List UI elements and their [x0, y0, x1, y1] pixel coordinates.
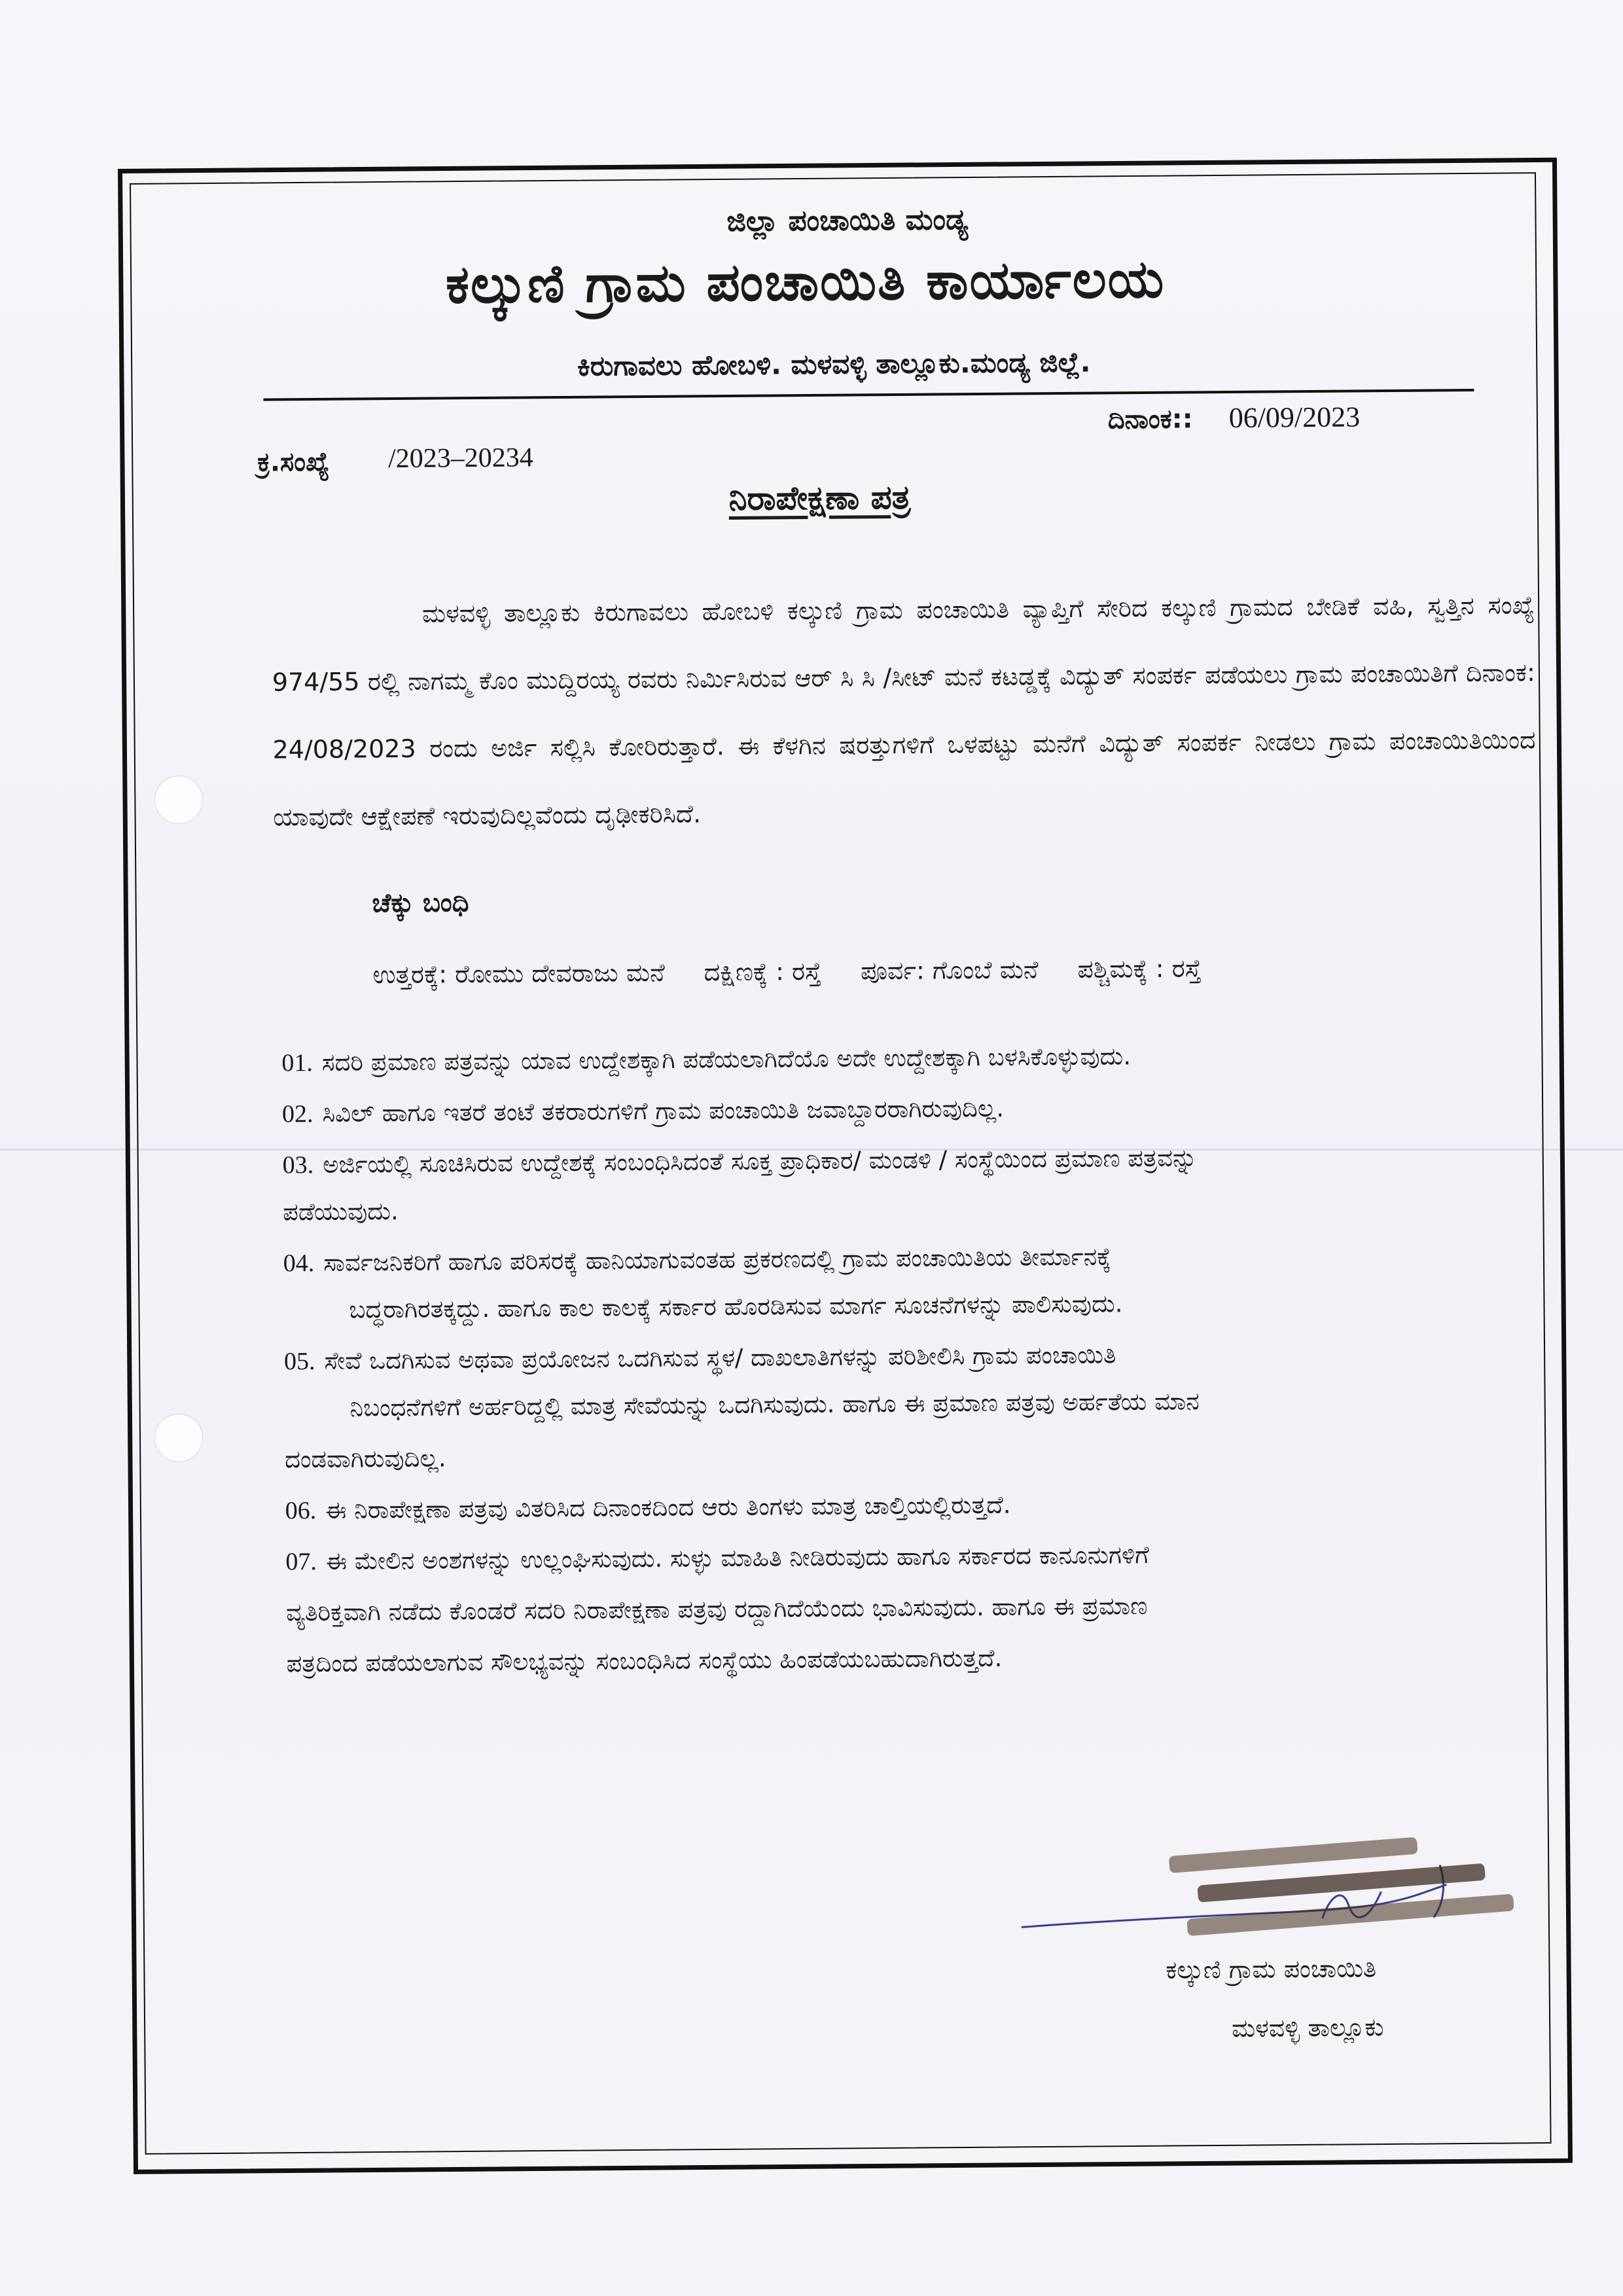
signatory-office: ಕಲ್ಕುಣಿ ಗ್ರಾಮ ಪಂಚಾಯಿತಿ: [1166, 1954, 1377, 1984]
condition-item: [282, 1081, 1539, 1138]
condition-text: ದಂಡವಾಗಿರುವುದಿಲ್ಲ.: [284, 1444, 446, 1474]
condition-item: [281, 1030, 1539, 1086]
reference-number: /2023–20234: [387, 442, 534, 475]
date-label: ದಿನಾಂಕ::: [1107, 404, 1193, 435]
condition-number: 02.: [281, 1100, 313, 1128]
header-rule: [263, 389, 1474, 401]
condition-continuation: ಬದ್ಧರಾಗಿರತಕ್ಕದ್ದು. ಹಾಗೂ ಕಾಲ ಕಾಲಕ್ಕೆ ಸರ್ಕಾರ ಹೊರಡಿಸುವ ಮಾರ್ಗ ಸೂಚನೆಗಳನ್ನು ಪಾಲಿಸುವುದು.: [349, 1289, 1123, 1324]
condition-item: [282, 1132, 1539, 1236]
condition-text: ಪತ್ರದಿಂದ ಪಡೆಯಲಾಗುವ ಸೌಲಭ್ಯವನ್ನು ಸಂಬಂಧಿಸಿದ ಸಂಸ್ಥೆಯು ಹಿಂಪಡೆಯಬಹುದಾಗಿರುತ್ತದೆ.: [286, 1643, 1003, 1678]
conditions-list: [281, 1030, 1543, 1687]
condition-number: 06.: [285, 1496, 317, 1525]
condition-number: 05.: [283, 1348, 315, 1376]
condition-number: 07.: [285, 1547, 317, 1576]
boundary-list: [372, 954, 1202, 990]
letter-title: ನಿರಾಪೇಕ್ಷಣಾ ಪತ್ರ: [728, 478, 911, 518]
condition-item: [286, 1579, 1543, 1636]
boundary-west: ಪಶ್ಚಿಮಕ್ಕೆ : ರಸ್ತೆ: [1077, 954, 1202, 984]
condition-item: [283, 1230, 1541, 1334]
condition-number: 04.: [283, 1249, 315, 1278]
boundary-east: ಪೂರ್ವ: ಗೊಂಬೆ ಮನೆ: [860, 955, 1039, 986]
office-address: ಕಿರುಗಾವಲು ಹೋಬಳಿ. ಮಳವಳ್ಳಿ ತಾಲ್ಲೂಕು.ಮಂಡ್ಯ ಜಿಲ್ಲೆ.: [577, 346, 1091, 382]
condition-number: 03.: [282, 1151, 314, 1179]
condition-number: 01.: [281, 1049, 313, 1077]
reference-label: ಕ್ರ.ಸಂಖ್ಯೆ: [257, 446, 330, 478]
signatory-taluk: ಮಳವಳ್ಳಿ ತಾಲ್ಲೂಕು: [1231, 2013, 1384, 2043]
condition-continuation: ಪಡೆಯುವುದು.: [283, 1196, 399, 1227]
condition-text: ಅರ್ಜಿಯಲ್ಲಿ ಸೂಚಿಸಿರುವ ಉದ್ದೇಶಕ್ಕೆ ಸಂಬಂಧಿಸಿದಂತೆ ಸೂಕ್ತ ಪ್ರಾಧಿಕಾರ/ ಮಂಡಳಿ / ಸಂಸ್ಥೆಯಿಂದ ಪ್ರಮಾಣ ಪತ್ರವನ್ನು: [322, 1143, 1198, 1179]
boundary-title: ಚೆಕ್ಕು ಬಂಧಿ: [372, 888, 469, 919]
boundary-south: ದಕ್ಷಿಣಕ್ಕೆ : ರಸ್ತೆ: [704, 956, 822, 987]
office-heading: ಕಲ್ಕುಣಿ ಗ್ರಾಮ ಪಂಚಾಯಿತಿ ಕಾರ್ಯಾಲಯ: [445, 248, 1166, 315]
condition-text: ಈ ನಿರಾಪೇಕ್ಷಣಾ ಪತ್ರವು ವಿತರಿಸಿದ ದಿನಾಂಕದಿಂದ ಆರು ತಿಂಗಳು ಮಾತ್ರ ಚಾಲ್ತಿಯಲ್ಲಿರುತ್ತದೆ.: [325, 1490, 1011, 1524]
condition-text: ಸಿವಿಲ್ ಹಾಗೂ ಇತರೆ ತಂಟೆ ತಕರಾರುಗಳಿಗೆ ಗ್ರಾಮ ಪಂಚಾಯಿತಿ ಜವಾಬ್ದಾರರಾಗಿರುವುದಿಲ್ಲ.: [322, 1094, 1005, 1128]
condition-item: [285, 1528, 1543, 1585]
condition-text: ಸದರಿ ಪ್ರಮಾಣ ಪತ್ರವನ್ನು ಯಾವ ಉದ್ದೇಶಕ್ಕಾಗಿ ಪಡೆಯಲಾಗಿದೆಯೊ ಅದೇ ಉದ್ದೇಶಕ್ಕಾಗಿ ಬಳಸಿಕೊಳ್ಳುವುದು.: [321, 1042, 1132, 1077]
condition-item: [286, 1630, 1543, 1687]
district-heading: ಜಿಲ್ಲಾ ಪಂಚಾಯಿತಿ ಮಂಡ್ಯ: [726, 203, 969, 239]
condition-item: [284, 1328, 1541, 1432]
letter-content: [144, 185, 1546, 2094]
condition-text: ವ್ಯತಿರಿಕ್ತವಾಗಿ ನಡೆದು ಕೊಂಡರೆ ಸದರಿ ನಿರಾಪೇಕ್ಷಣಾ ಪತ್ರವು ರದ್ದಾಗಿದೆಯೆಂದು ಭಾವಿಸುವುದು. ಹಾಗೂ ಈ ಪ್ರಮಾಣ: [285, 1592, 1148, 1627]
boundary-north: ಉತ್ತರಕ್ಕೆ: ರೋಮು ದೇವರಾಜು ಮನೆ: [372, 958, 665, 990]
body-text: ಮಳವಳ್ಳಿ ತಾಲ್ಲೂಕು ಕಿರುಗಾವಲು ಹೋಬಳಿ ಕಲ್ಕುಣಿ ಗ್ರಾಮ ಪಂಚಾಯಿತಿ ವ್ಯಾಪ್ತಿಗೆ ಸೇರಿದ ಕಲ್ಕುಣಿ ಗ್ರಾಮದ ಬೇಡಿಕೆ ವಹಿ, ಸ್ವತ್ತಿನ ಸಂಖ್ಯೆ 974/55 ರಲ್ಲಿ ನಾಗಮ್ಮ ಕೊಂ ಮುದ್ದಿರಯ್ಯ ರವರು ನಿರ್ಮಿಸಿರುವ ಆರ್ ಸಿ ಸಿ /ಸೀಟ್ ಮನೆ ಕಟಡ್ಡಕ್ಕೆ ವಿದ್ಯುತ್ ಸಂಪರ್ಕ ಪಡೆಯಲು ಗ್ರಾಮ ಪಂಚಾಯಿತಿಗೆ ದಿನಾಂಕ: 24/08/2023 ರಂದು ಅರ್ಜಿ ಸಲ್ಲಿಸಿ ಕೋರಿರುತ್ತಾರೆ. ಈ ಕೆಳಗಿನ ಷರತ್ತುಗಳಿಗೆ ಒಳಪಟ್ಟು ಮನೆಗೆ ವಿದ್ಯುತ್ ಸಂಪರ್ಕ ನೀಡಲು ಗ್ರಾಮ ಪಂಚಾಯಿತಿಯಿಂದ ಯಾವುದೇ ಆಕ್ಷೇಪಣೆ ಇರುವುದಿಲ್ಲವೆಂದು ದೃಢೀಕರಿಸಿದೆ.: [272, 590, 1536, 832]
date-value: 06/09/2023: [1228, 401, 1361, 434]
condition-item: [285, 1477, 1542, 1534]
body-paragraph: [272, 571, 1537, 851]
condition-text: ಸೇವೆ ಒದಗಿಸುವ ಅಥವಾ ಪ್ರಯೋಜನ ಒದಗಿಸುವ ಸ್ಥಳ/ ದಾಖಲಾತಿಗಳನ್ನು ಪರಿಶೀಲಿಸಿ ಗ್ರಾಮ ಪಂಚಾಯಿತಿ: [324, 1340, 1116, 1375]
condition-item: [285, 1426, 1542, 1483]
condition-text: ಈ ಮೇಲಿನ ಅಂಶಗಳನ್ನು ಉಲ್ಲಂಘಿಸುವುದು. ಸುಳ್ಳು ಮಾಹಿತಿ ನೀಡಿರುವುದು ಹಾಗೂ ಸರ್ಕಾರದ ಕಾನೂನುಗಳಿಗೆ: [325, 1541, 1149, 1575]
condition-text: ಸಾರ್ವಜನಿಕರಿಗೆ ಹಾಗೂ ಪರಿಸರಕ್ಕೆ ಹಾನಿಯಾಗುವಂತಹ ಪ್ರಕರಣದಲ್ಲಿ ಗ್ರಾಮ ಪಂಚಾಯಿತಿಯ ತೀರ್ಮಾನಕ್ಕೆ: [323, 1242, 1111, 1277]
condition-continuation: ನಿಬಂಧನೆಗಳಿಗೆ ಅರ್ಹರಿದ್ದಲ್ಲಿ ಮಾತ್ರ ಸೇವೆಯನ್ನು ಒದಗಿಸುವುದು. ಹಾಗೂ ಈ ಪ್ರಮಾಣ ಪತ್ರವು ಅರ್ಹತೆಯ ಮಾನ: [349, 1387, 1200, 1422]
